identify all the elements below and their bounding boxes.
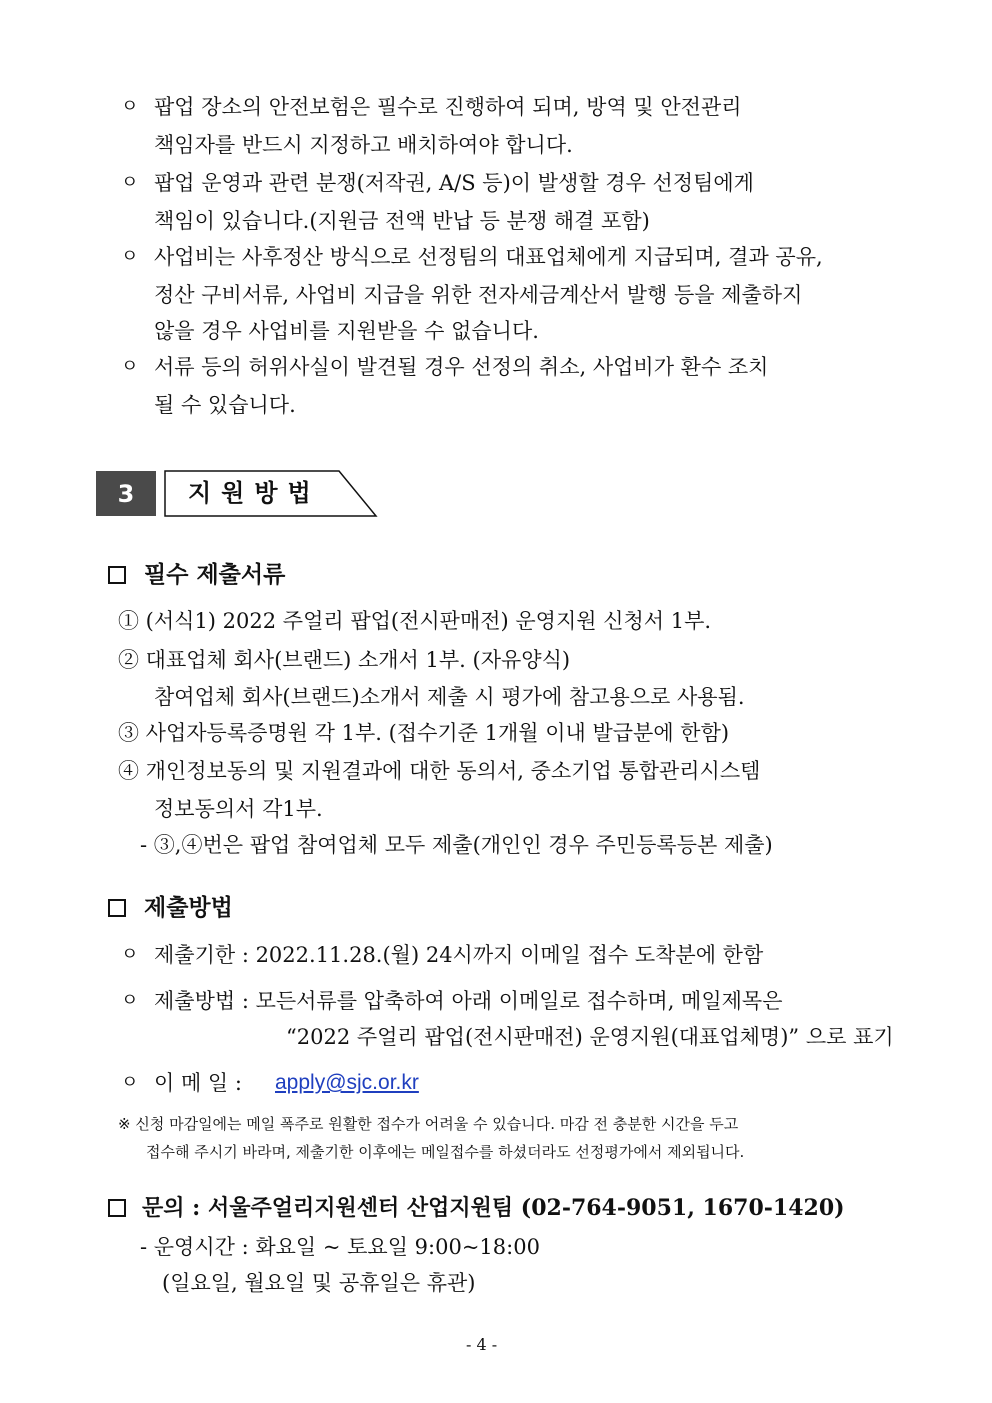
required-doc-note: - ③,④번은 팝업 참여업체 모두 제출(개인인 경우 주민등록등본 제출): [140, 833, 773, 857]
required-doc-item-3: ③ 사업자등록증명원 각 1부. (접수기준 1개월 이내 발급분에 한함): [118, 721, 730, 745]
bullet-marker: ㅇ: [121, 96, 139, 117]
bullet-marker: ㅇ: [121, 990, 139, 1011]
intro-item-3-line-3: 않을 경우 사업비를 지원받을 수 없습니다.: [154, 319, 539, 343]
bullet-marker: ㅇ: [121, 246, 139, 267]
deadline-warning-line-1: ※ 신청 마감일에는 메일 폭주로 원활한 접수가 어려울 수 있습니다. 마감 전 충분한 시간을 두고: [118, 1115, 739, 1133]
required-doc-item-4: ④ 개인정보동의 및 지원결과에 대한 동의서, 중소기업 통합관리시스템: [118, 759, 761, 783]
email-link[interactable]: apply@sjc.or.kr: [275, 1071, 419, 1094]
method-how-line-2: “2022 주얼리 팝업(전시판매전) 운영지원(대표업체명)” 으로 표기: [286, 1025, 894, 1049]
required-doc-item-4-cont: 정보동의서 각1부.: [154, 797, 323, 821]
deadline-warning-line-2: 접수해 주시기 바라며, 제출기한 이후에는 메일접수를 하셨더라도 선정평가에서 제외됩니다.: [146, 1143, 745, 1161]
email-label: 이 메 일 :: [154, 1071, 242, 1095]
method-deadline: 제출기한 : 2022.11.28.(월) 24시까지 이메일 접수 도착분에 한함: [154, 943, 764, 967]
intro-item-4-line-2: 될 수 있습니다.: [154, 393, 296, 417]
intro-item-4-line-1: 서류 등의 허위사실이 발견될 경우 선정의 취소, 사업비가 환수 조치: [154, 355, 769, 379]
intro-item-3-line-1: 사업비는 사후정산 방식으로 선정팀의 대표업체에게 지급되며, 결과 공유,: [154, 245, 823, 269]
bullet-marker: ㅇ: [121, 356, 139, 377]
checkbox-square-icon: [108, 899, 126, 917]
bullet-marker: ㅇ: [121, 172, 139, 193]
intro-item-2-line-2: 책임이 있습니다.(지원금 전액 반납 등 분쟁 해결 포함): [154, 209, 650, 233]
method-heading: 제출방법: [144, 895, 233, 921]
checkbox-square-icon: [108, 566, 126, 584]
section-title-tab: [164, 470, 378, 517]
closed-days: (일요일, 월요일 및 공휴일은 휴관): [162, 1271, 476, 1295]
intro-item-2-line-1: 팝업 운영과 관련 분쟁(저작권, A/S 등)이 발생할 경우 선정팀에게: [154, 171, 754, 195]
required-docs-heading: 필수 제출서류: [144, 562, 286, 588]
section-number-badge: 3: [96, 471, 156, 516]
section-title: 지원방법: [188, 479, 321, 507]
required-doc-item-1: ① (서식1) 2022 주얼리 팝업(전시판매전) 운영지원 신청서 1부.: [118, 609, 712, 633]
required-doc-item-2: ② 대표업체 회사(브랜드) 소개서 1부. (자유양식): [118, 648, 571, 672]
method-how-line-1: 제출방법 : 모든서류를 압축하여 아래 이메일로 접수하며, 메일제목은: [154, 989, 783, 1013]
bullet-marker: ㅇ: [121, 1072, 139, 1093]
bullet-marker: ㅇ: [121, 944, 139, 965]
contact-line: 문의 : 서울주얼리지원센터 산업지원팀 (02-764-9051, 1670-1420): [142, 1195, 845, 1221]
operating-hours: - 운영시간 : 화요일 ~ 토요일 9:00~18:00: [140, 1235, 540, 1259]
intro-item-1-line-2: 책임자를 반드시 지정하고 배치하여야 합니다.: [154, 133, 573, 157]
checkbox-square-icon: [108, 1199, 126, 1217]
intro-item-3-line-2: 정산 구비서류, 사업비 지급을 위한 전자세금계산서 발행 등을 제출하지: [154, 283, 803, 307]
intro-item-1-line-1: 팝업 장소의 안전보험은 필수로 진행하여 되며, 방역 및 안전관리: [154, 95, 742, 119]
required-doc-item-2-note: 참여업체 회사(브랜드)소개서 제출 시 평가에 참고용으로 사용됨.: [154, 685, 745, 709]
page-number: - 4 -: [466, 1335, 498, 1354]
